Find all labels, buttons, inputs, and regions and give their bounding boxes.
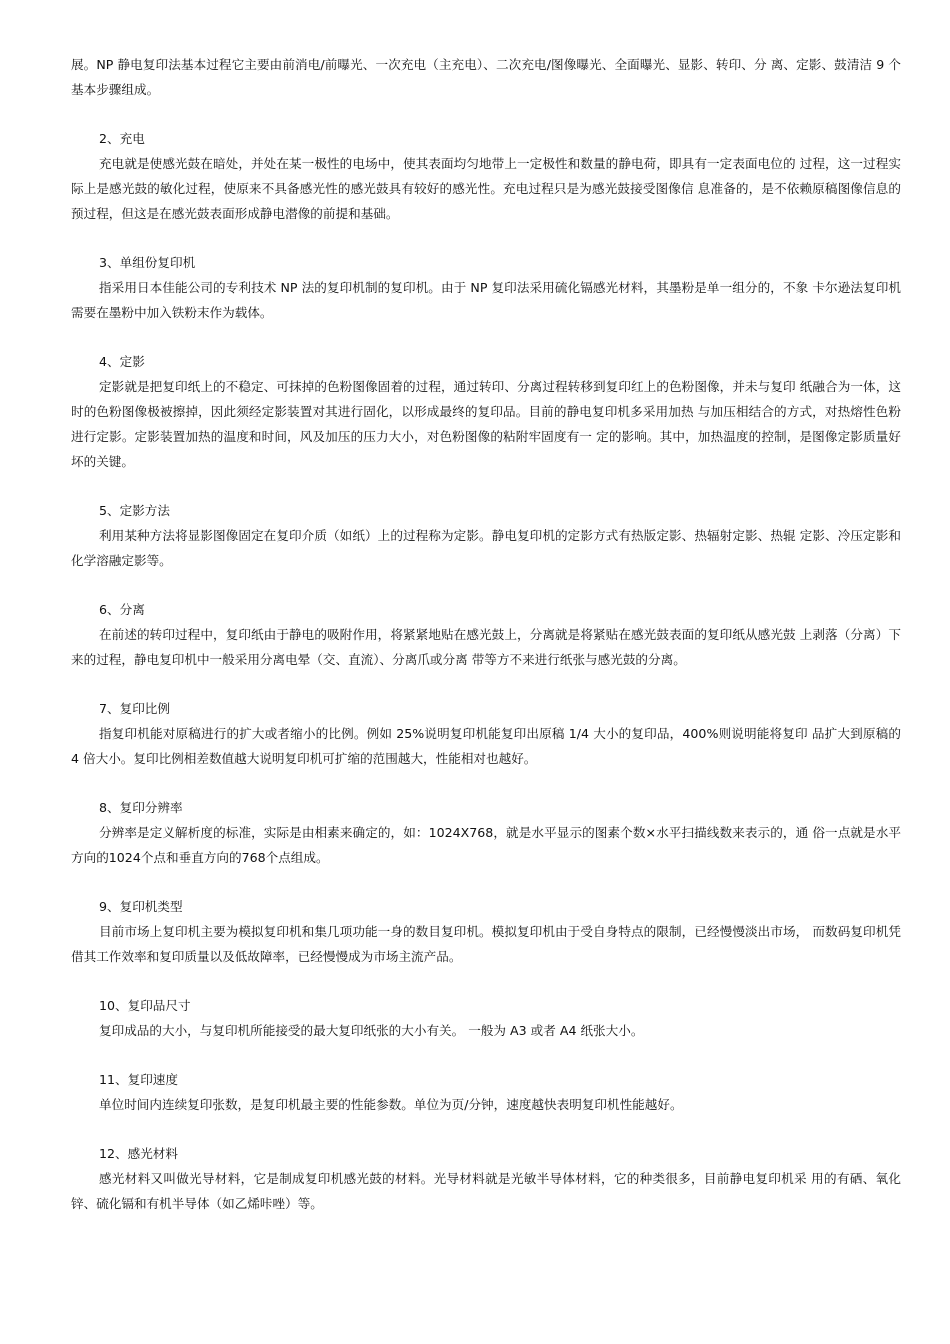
section-heading: 11、复印速度	[99, 1072, 178, 1087]
section-heading: 3、单组份复印机	[99, 255, 196, 270]
section-heading: 7、复印比例	[99, 701, 170, 716]
section-heading: 10、复印品尺寸	[99, 998, 191, 1013]
section-body: 分辨率是定义解析度的标准，实际是由相素来确定的，如：1024X768，就是水平显示的图素个数×水平扫描线数来表示的，通 俗一点就是水平方向的1024个点和垂直方向的768个点组成。	[71, 825, 901, 865]
section-copy-ratio	[71, 696, 901, 771]
section-heading: 5、定影方法	[99, 503, 170, 518]
section-fixing-methods	[71, 498, 901, 573]
section-heading: 2、充电	[99, 131, 145, 146]
section-single-component-copier	[71, 250, 901, 325]
section-copy-speed	[71, 1067, 901, 1117]
section-fixing	[71, 349, 901, 474]
section-body: 指复印机能对原稿进行的扩大或者缩小的比例。例如 25%说明复印机能复印出原稿 1/4 大小的复印品，400%则说明能将复印 品扩大到原稿的 4 倍大小。复印比例相差数值越大说明复印机可扩缩的范围越大，性能相对也越好。	[71, 726, 901, 766]
section-heading: 8、复印分辨率	[99, 800, 183, 815]
section-body: 利用某种方法将显影图像固定在复印介质（如纸）上的过程称为定影。静电复印机的定影方式有热版定影、热辐射定影、热辊 定影、冷压定影和化学溶融定影等。	[71, 528, 901, 568]
intro-paragraph: 展。NP 静电复印法基本过程它主要由前消电/前曝光、一次充电（主充电）、二次充电/图像曝光、全面曝光、显影、转印、分 离、定影、鼓清洁 9 个基本步骤组成。	[71, 57, 901, 97]
section-separation	[71, 597, 901, 672]
section-heading: 12、感光材料	[99, 1146, 178, 1161]
section-body: 感光材料又叫做光导材料，它是制成复印机感光鼓的材料。光导材料就是光敏半导体材料，它的种类很多，目前静电复印机采 用的有硒、氧化锌、硫化镉和有机半导体（如乙烯咔唑）等。	[71, 1171, 901, 1211]
section-charging	[71, 126, 901, 226]
section-copier-types	[71, 894, 901, 969]
section-body: 目前市场上复印机主要为模拟复印机和集几项功能一身的数目复印机。模拟复印机由于受自身特点的限制，已经慢慢淡出市场， 而数码复印机凭借其工作效率和复印质量以及低故障率，已经慢慢成为市场主流产品。	[71, 924, 901, 964]
section-copy-size	[71, 993, 901, 1043]
section-body: 单位时间内连续复印张数，是复印机最主要的性能参数。单位为页/分钟，速度越快表明复印机性能越好。	[99, 1097, 683, 1112]
section-body: 在前述的转印过程中，复印纸由于静电的吸附作用，将紧紧地贴在感光鼓上，分离就是将紧贴在感光鼓表面的复印纸从感光鼓 上剥落（分离）下来的过程，静电复印机中一般采用分离电晕（交、直流）、分离爪或分离 带等方不来进行纸张与感光鼓的分离。	[71, 627, 901, 667]
section-heading: 6、分离	[99, 602, 145, 617]
section-body: 指采用日本佳能公司的专利技术 NP 法的复印机制的复印机。由于 NP 复印法采用硫化镉感光材料，其墨粉是单一组分的，不象 卡尔逊法复印机需要在墨粉中加入铁粉末作为载体。	[71, 280, 901, 320]
section-body: 复印成品的大小，与复印机所能接受的最大复印纸张的大小有关。 一般为 A3 或者 A4 纸张大小。	[99, 1023, 644, 1038]
section-body: 充电就是使感光鼓在暗处，并处在某一极性的电场中，使其表面均匀地带上一定极性和数量的静电荷，即具有一定表面电位的 过程，这一过程实际上是感光鼓的敏化过程，使原来不具备感光性的感光鼓具有较好的感光性。充电过程只是为感光鼓接受图像信 息准备的，是不依赖原稿图像信息的预过程，但这是在感光鼓表面形成静电潜像的前提和基础。	[71, 156, 901, 221]
section-copy-resolution	[71, 795, 901, 870]
document-page	[71, 52, 901, 1216]
section-heading: 9、复印机类型	[99, 899, 183, 914]
section-body: 定影就是把复印纸上的不稳定、可抹掉的色粉图像固着的过程，通过转印、分离过程转移到复印红上的色粉图像，并未与复印 纸融合为一体，这时的色粉图像极被擦掉，因此须经定影装置对其进行固化，以形成最终的复印品。目前的静电复印机多采用加热 与加压相结合的方式，对热熔性色粉进行定影。定影装置加热的温度和时间，风及加压的压力大小，对色粉图像的粘附牢固度有一 定的影响。其中，加热温度的控制，是图像定影质量好坏的关键。	[71, 379, 901, 469]
section-heading: 4、定影	[99, 354, 145, 369]
section-photosensitive-material	[71, 1141, 901, 1216]
